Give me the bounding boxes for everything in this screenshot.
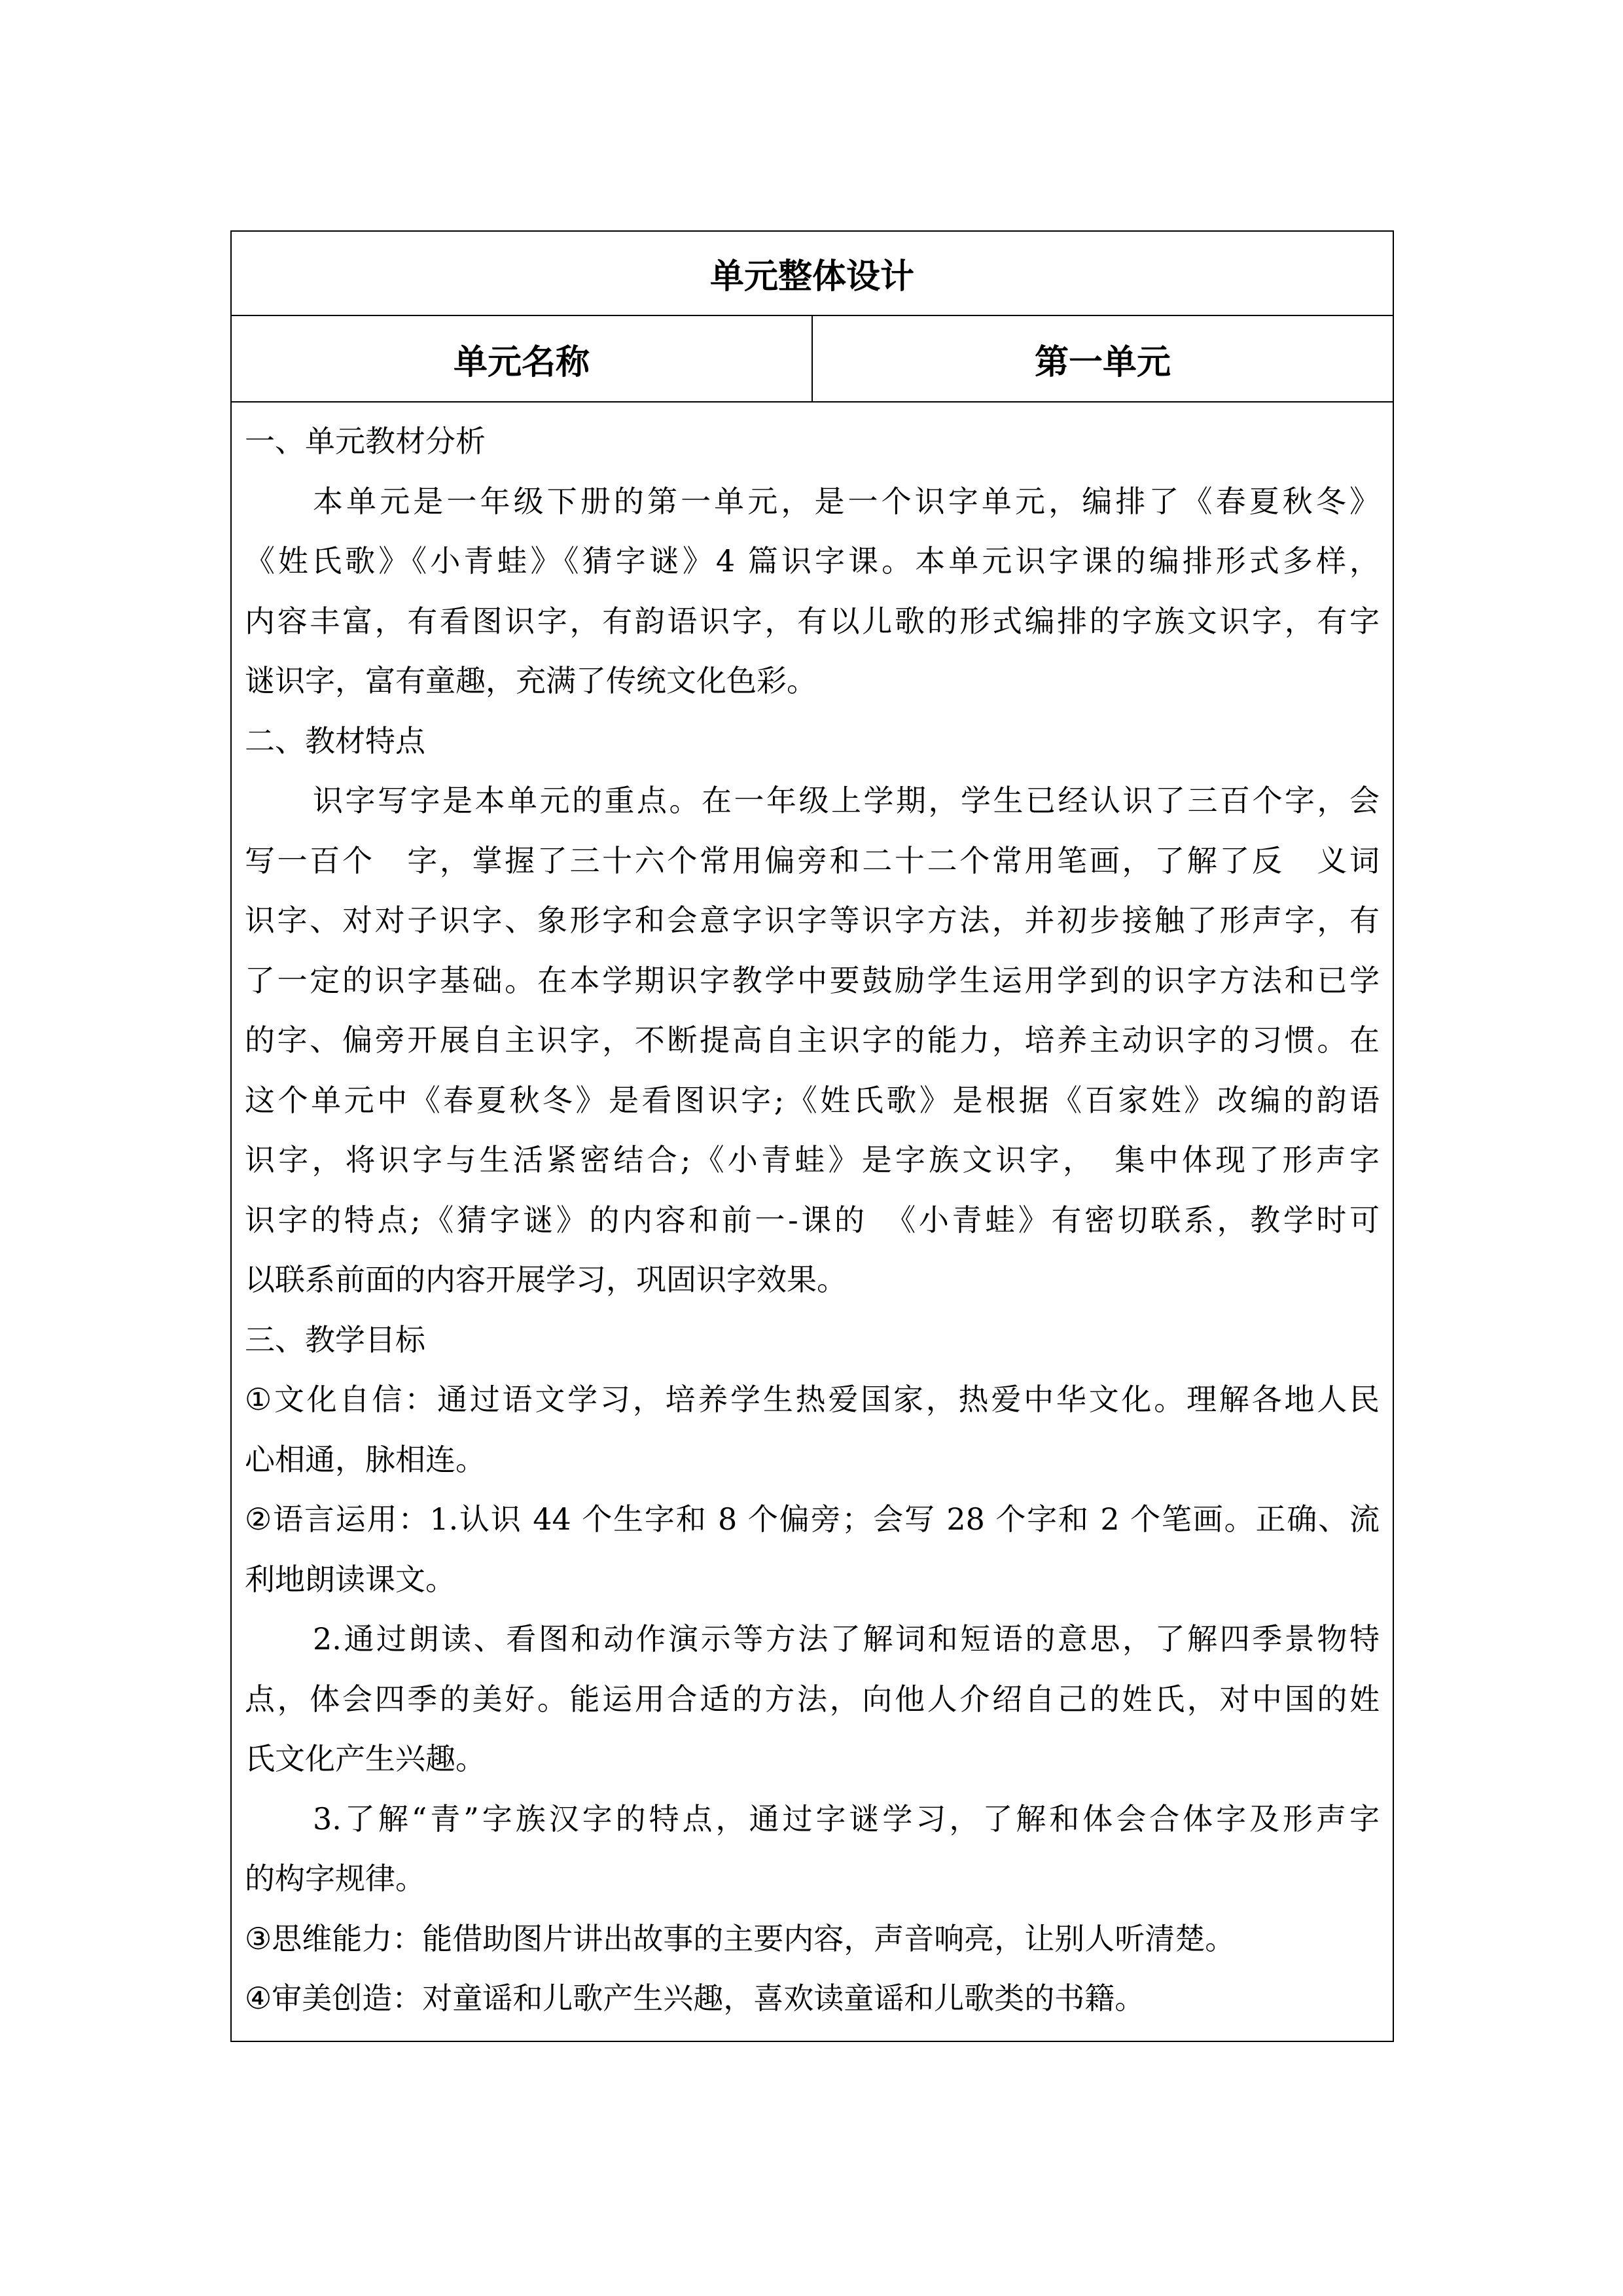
section2-heading: 二、教材特点 — [245, 723, 425, 759]
section2-line: 识字的特点;《猜字谜》的内容和前一-课的 《小青蛙》有密切联系，教学时可 — [245, 1202, 1380, 1238]
unit-name-value: 第一单元 — [812, 315, 1393, 402]
goal4-text: ：对童谣和儿歌产生兴趣，喜欢读童谣和儿歌类的书籍。 — [392, 1981, 1145, 2016]
section1-line: 本单元是一年级下册的第一单元，是一个识字单元，编排了《春夏秋冬》 — [313, 483, 1380, 519]
section1-line: 谜识字，富有童趣，充满了传统文化色彩。 — [245, 663, 817, 698]
section1-line: 内容丰富，有看图识字，有韵语识字，有以儿歌的形式编排的字族文识字，有字 — [245, 603, 1380, 639]
goal2-point2-line: 2.通过朗读、看图和动作演示等方法了解词和短语的意思，了解四季景物特 — [313, 1621, 1380, 1657]
goal2-point2-line: 氏文化产生兴趣。 — [245, 1741, 486, 1776]
goal2-point3-line: 的构字规律。 — [245, 1861, 425, 1896]
section3-heading: 三、教学目标 — [245, 1321, 425, 1357]
content-cell — [231, 402, 1393, 2041]
table-title: 单元整体设计 — [231, 231, 1393, 315]
goal2-text: ：1.认识 44 个生字和 8 个偏旁；会写 28 个字和 2 个笔画。正确、流 — [398, 1501, 1380, 1537]
section2-line: 这个单元中《春夏秋冬》是看图识字;《姓氏歌》是根据《百家姓》改编的韵语 — [245, 1082, 1380, 1118]
goal2-label: ②语言运用 — [245, 1501, 399, 1537]
goal3-label: ③思维能力 — [245, 1920, 393, 1956]
section2-line: 写一百个 字，掌握了三十六个常用偏旁和二十二个常用笔画，了解了反 义词 — [245, 842, 1380, 878]
goal2-line — [245, 1490, 1380, 1550]
section2-line: 了一定的识字基础。在本学期识字教学中要鼓励学生运用学到的识字方法和已学 — [245, 962, 1380, 998]
goal1-line: 心相通，脉相连。 — [245, 1441, 486, 1477]
section2-line: 识字、对对子识字、象形字和会意字识字等识字方法，并初步接触了形声字，有 — [245, 903, 1380, 938]
section1-heading: 一、单元教材分析 — [245, 423, 486, 459]
section2-line: 识字写字是本单元的重点。在一年级上学期，学生已经认识了三百个字，会 — [313, 783, 1380, 818]
goal1-label: ①文化自信 — [245, 1382, 405, 1417]
goal2-point3-line: 3.了解“青”字族汉字的特点，通过字谜学习，了解和体会合体字及形声字 — [313, 1801, 1380, 1837]
section1-line: 《姓氏歌》《小青蛙》《猜字谜》4 篇识字课。本单元识字课的编排形式多样， — [245, 543, 1380, 579]
unit-design-table — [230, 230, 1394, 2042]
goal2-point2-line: 点，体会四季的美好。能运用合适的方法，向他人介绍自己的姓氏，对中国的姓 — [245, 1681, 1380, 1717]
goal1-text: ：通过语文学习，培养学生热爱国家，热爱中华文化。理解各地人民 — [404, 1382, 1380, 1417]
unit-name-label: 单元名称 — [231, 315, 812, 402]
goal3-line — [245, 1909, 1380, 1969]
goal3-text: ：能借助图片讲出故事的主要内容，声音响亮，让别人听清楚。 — [392, 1920, 1236, 1956]
goal4-line — [245, 1969, 1380, 2029]
section2-line: 以联系前面的内容开展学习，巩固识字效果。 — [245, 1262, 847, 1297]
section2-line: 的字、偏旁开展自主识字，不断提高自主识字的能力，培养主动识字的习惯。在 — [245, 1022, 1380, 1058]
goal2-line: 利地朗读课文。 — [245, 1561, 455, 1597]
goal4-label: ④审美创造 — [245, 1981, 393, 2016]
section2-line: 识字，将识字与生活紧密结合;《小青蛙》是字族文识字， 集中体现了形声字 — [245, 1142, 1380, 1177]
goal1-line — [245, 1370, 1380, 1430]
